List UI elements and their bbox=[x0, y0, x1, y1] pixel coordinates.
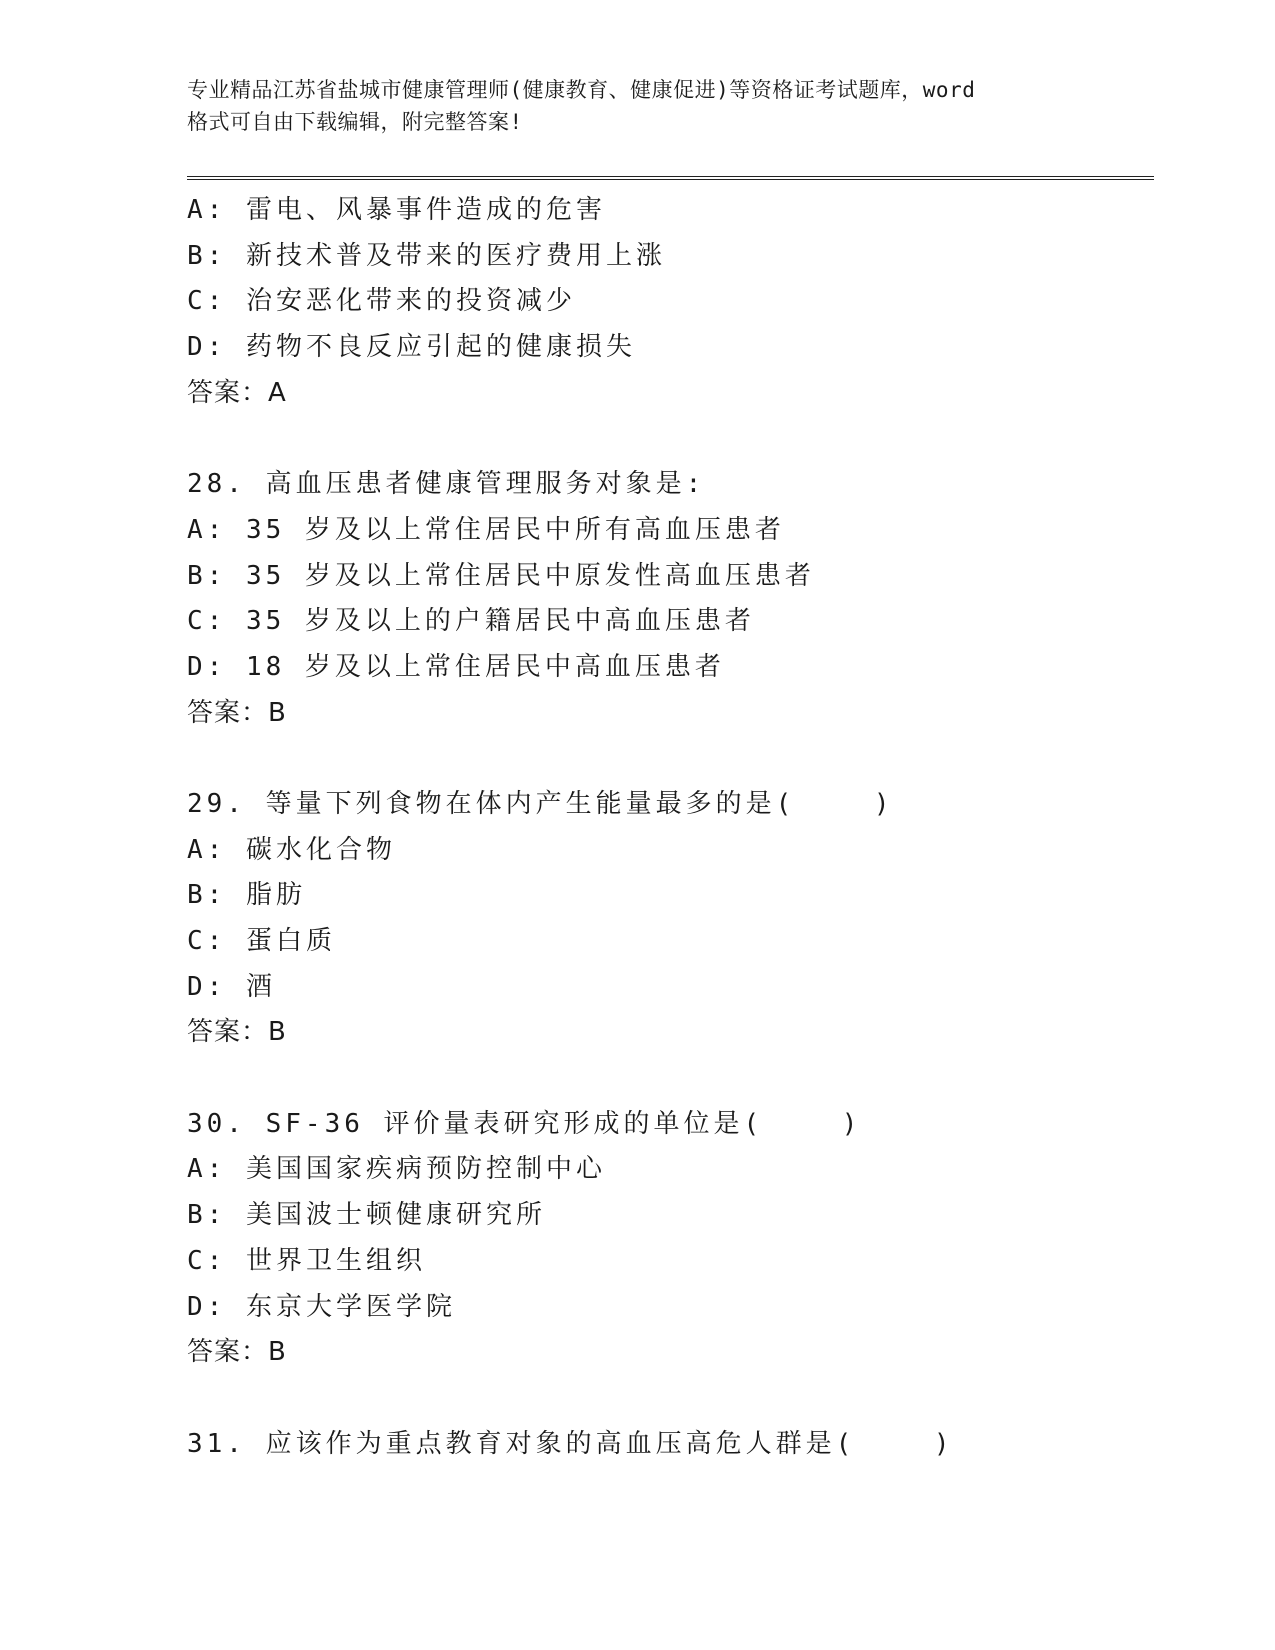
question-block bbox=[187, 1422, 1147, 1468]
question-stem: 29. 等量下列食物在体内产生能量最多的是( ) bbox=[187, 788, 894, 819]
answer-line: 答案：A bbox=[187, 377, 287, 408]
header-divider bbox=[187, 176, 1154, 180]
answer-line: 答案：B bbox=[187, 1017, 287, 1048]
header-line-1: 专业精品江苏省盐城市健康管理师(健康教育、健康促进)等资格证考试题库，word bbox=[187, 78, 976, 102]
answer-line: 答案：B bbox=[187, 697, 287, 728]
block-spacer bbox=[187, 1056, 1147, 1102]
option-a: A: 碳水化合物 bbox=[187, 834, 396, 865]
block-spacer bbox=[187, 416, 1147, 462]
question-block bbox=[187, 1102, 1147, 1376]
option-b: B: 35 岁及以上常住居民中原发性高血压患者 bbox=[187, 560, 815, 591]
option-d: D: 酒 bbox=[187, 971, 276, 1002]
question-block bbox=[187, 188, 1147, 416]
option-d: D: 药物不良反应引起的健康损失 bbox=[187, 332, 636, 363]
block-spacer bbox=[187, 1376, 1147, 1422]
option-c: C: 蛋白质 bbox=[187, 926, 336, 956]
question-stem: 28. 高血压患者健康管理服务对象是: bbox=[187, 469, 706, 500]
question-stem: 30. SF-36 评价量表研究形成的单位是( ) bbox=[187, 1108, 862, 1139]
question-block bbox=[187, 462, 1147, 736]
option-c: C: 世界卫生组织 bbox=[187, 1245, 426, 1276]
option-b: B: 脂肪 bbox=[187, 880, 306, 911]
answer-line: 答案：B bbox=[187, 1337, 287, 1368]
option-c: C: 35 岁及以上的户籍居民中高血压患者 bbox=[187, 606, 755, 637]
header-line-2: 格式可自由下载编辑，附完整答案! bbox=[187, 110, 523, 134]
option-b: B: 新技术普及带来的医疗费用上涨 bbox=[187, 240, 666, 271]
document-header bbox=[187, 74, 1087, 138]
option-a: A: 雷电、风暴事件造成的危害 bbox=[187, 195, 606, 225]
question-list bbox=[187, 188, 1147, 1467]
option-d: D: 18 岁及以上常住居民中高血压患者 bbox=[187, 651, 725, 682]
option-a: A: 35 岁及以上常住居民中所有高血压患者 bbox=[187, 514, 785, 545]
option-b: B: 美国波士顿健康研究所 bbox=[187, 1200, 546, 1231]
question-block bbox=[187, 782, 1147, 1056]
option-c: C: 治安恶化带来的投资减少 bbox=[187, 286, 576, 317]
option-d: D: 东京大学医学院 bbox=[187, 1291, 456, 1322]
block-spacer bbox=[187, 736, 1147, 782]
option-a: A: 美国国家疾病预防控制中心 bbox=[187, 1154, 606, 1185]
question-stem: 31. 应该作为重点教育对象的高血压高危人群是( ) bbox=[187, 1428, 954, 1459]
